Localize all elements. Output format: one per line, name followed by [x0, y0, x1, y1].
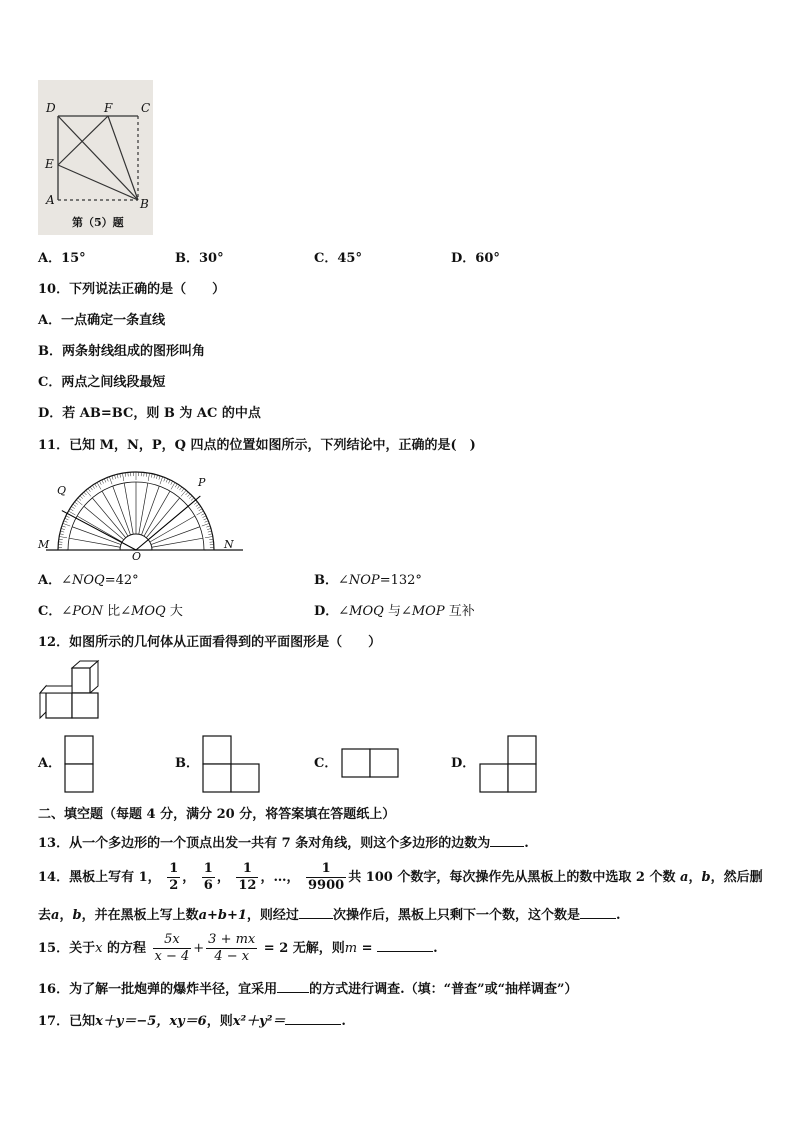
section-heading-fill-in: 二、填空题（每题 4 分，满分 20 分，将答案填在答题纸上） [38, 807, 396, 822]
figure-q5 [38, 80, 153, 235]
q12-option-d-shape [479, 735, 539, 793]
point-label-f: F [104, 101, 113, 115]
q11-option-d: D．∠MOQ 与∠MOP 互补 [314, 604, 475, 619]
q10-option-c: C．两点之间线段最短 [38, 375, 166, 390]
point-label-p: P [198, 476, 206, 489]
q12-option-a: A． [38, 756, 62, 771]
q17-answer-blank[interactable] [285, 1010, 341, 1025]
q12-option-c-shape [341, 748, 401, 780]
q15: 15．关于x 的方程 $\frac{5x}{x - 4}$ + $\frac{3 + mx}{4 - x}$ = 2 无解，则m = . [38, 932, 438, 964]
q14-answer-blank-2[interactable] [580, 904, 616, 919]
point-label-o: O [132, 550, 142, 563]
point-label-m: M [38, 538, 50, 551]
fraction-3mx-over-4-x: $\frac{3 + mx}{4 - x}$ [208, 932, 256, 964]
point-label-q: Q [57, 484, 67, 497]
q12-option-b-shape [202, 735, 262, 793]
q12-option-b: B． [175, 756, 199, 771]
q12-stem: 12．如图所示的几何体从正面看得到的平面图形是（ ） [38, 635, 382, 650]
figure-caption: 第（5）题 [72, 216, 124, 229]
protractor-diagram [38, 470, 248, 562]
q15-answer-blank[interactable] [377, 937, 433, 952]
fraction-1-6: $\frac{1}{6}$ [203, 861, 213, 893]
q12-option-c: C． [314, 756, 338, 771]
q17: 17．已知x＋y＝−5，xy＝6，则x²＋y²＝ . [38, 1010, 346, 1031]
fraction-1-9900: $\frac{1}{9900}$ [308, 861, 345, 893]
q16-answer-blank[interactable] [277, 978, 309, 993]
figure-protractor [38, 470, 248, 562]
q11-option-a: A．∠NOQ=42° [38, 573, 139, 588]
cube-solid-figure [38, 660, 102, 722]
q12-option-d: D． [451, 756, 476, 771]
q16: 16．为了解一批炮弹的爆炸半径，宜采用 的方式进行调查.（填：“普查”或“抽样调查”） [38, 978, 578, 999]
q14-answer-blank-1[interactable] [299, 904, 333, 919]
point-label-c: C [141, 101, 151, 115]
point-label-d: D [46, 101, 56, 115]
q10-stem: 10．下列说法正确的是（ ） [38, 282, 226, 297]
point-label-e: E [45, 157, 54, 171]
q11-option-b: B．∠NOP=132° [314, 573, 422, 588]
q12-option-a-shape [64, 735, 94, 793]
q9-option-a: A．15° [38, 251, 86, 266]
q9-option-c: C．45° [314, 251, 362, 266]
q9-option-b: B．30° [175, 251, 224, 266]
q11-option-c: C．∠PON 比∠MOQ 大 [38, 604, 183, 619]
point-label-a: A [46, 193, 55, 207]
fraction-1-12: $\frac{1}{12}$ [238, 861, 257, 893]
point-label-n: N [224, 538, 234, 551]
q10-option-b: B．两条射线组成的图形叫角 [38, 344, 205, 359]
q10-option-d: D．若 AB=BC，则 B 为 AC 的中点 [38, 406, 261, 421]
q14-line2: 去a，b，并在黑板上写上数a+b+1，则经过 次操作后，黑板上只剩下一个数，这个数是 . [38, 904, 620, 925]
q14-line1: 14．黑板上写有 1， $\frac{1}{2}$ ， $\frac{1}{6}$ ， $\frac{1}{12}$ ，…， $\frac{1}{9900}$ 共 100 个数字，每次操作先从黑板上的数中选取 2 个数 a，b，然后删 [38, 861, 763, 893]
q11-stem: 11．已知 M，N，P，Q 四点的位置如图所示，下列结论中，正确的是( ) [38, 438, 476, 453]
q13: 13．从一个多边形的一个顶点出发一共有 7 条对角线，则这个多边形的边数为 . [38, 832, 529, 853]
point-label-b: B [140, 197, 149, 211]
q9-option-d: D．60° [451, 251, 500, 266]
q13-answer-blank[interactable] [490, 832, 524, 847]
q10-option-a: A．一点确定一条直线 [38, 313, 166, 328]
fraction-1-2: $\frac{1}{2}$ [169, 861, 179, 893]
fraction-5x-over-x-4: $\frac{5x}{x - 4}$ [154, 932, 190, 964]
